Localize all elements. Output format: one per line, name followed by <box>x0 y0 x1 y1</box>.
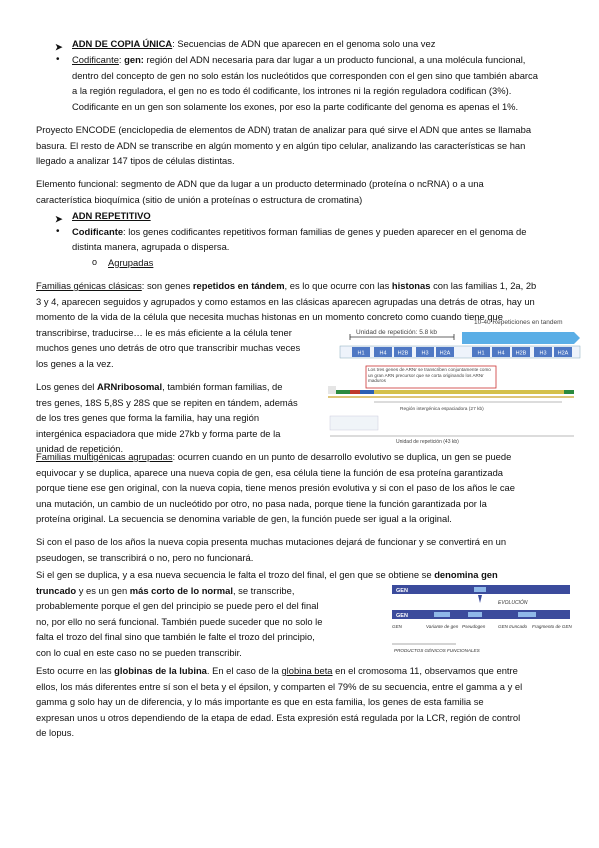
paragraph-line: dentro del concepto de gen no solo están los nucleótidos que corresponden con el gen sino que también abarca <box>72 69 538 81</box>
section-heading-copia-unica: ADN DE COPIA ÚNICA: Secuencias de ADN que aparecen en el genoma solo una vez <box>72 38 436 49</box>
paragraph-line: con lo cual en este caso no se pueden transcribir. <box>36 646 242 658</box>
gene-evolution-figure <box>378 582 584 666</box>
arrow-bullet-icon: ➤ <box>55 42 63 52</box>
histone-gene-label: H2A <box>557 350 569 357</box>
paragraph-line: Si con el paso de los años la nueva copia presenta muchas mutaciones dejará de funcionar y se convertirá en un <box>36 536 507 547</box>
subheading-agrupadas: Agrupadas <box>108 256 154 268</box>
bullet-icon: • <box>56 225 60 237</box>
gen-label: GEN <box>396 588 408 594</box>
pseudogen-label: Pseudogen <box>462 624 486 629</box>
paragraph-line: de lopus. <box>36 727 75 738</box>
repeat-arrow <box>462 332 580 344</box>
histone-gene-label: H1 <box>357 350 365 357</box>
paragraph-line: proteína original. La secuencia se denomina variable de gen, la función puede ser igual a la original. <box>36 513 452 524</box>
paragraph-line: distinta manera, agrupada o dispersa. <box>72 241 230 252</box>
paragraph-line: tres genes, 18S 5,8S y 28S que se repiten en tándem, además <box>36 396 298 408</box>
spacer-label: Región intergénica espaciadora (27 kb) <box>400 407 484 412</box>
paragraph-line: expresan unos u otros dependiendo de la etapa de edad. Esta expresión está regulada por la LCR, región de control <box>36 711 521 723</box>
paragraph-line: Elemento funcional: segmento de ADN que da lugar a un producto determinado (proteína o ncRNA) o a una <box>36 178 484 189</box>
histone-gene-label: H3 <box>539 350 547 357</box>
gen-label: GEN <box>396 613 408 619</box>
paragraph-line: una mutación, un cambio de un nucleótido por otro, no pasa nada, porque tiene la función garantizada por la <box>36 497 487 509</box>
paragraph-line: no, por ello no será funcional. También puede suceder que no solo le <box>36 615 323 627</box>
paragraph-line: a la región reguladora, el gen no es todo él codificante, los intrones ni la región reguladora codifican (3%). <box>72 85 512 96</box>
footer-label: PRODUCTOS GÉNICOS FUNCIONALES <box>394 648 480 653</box>
paragraph-line: truncado y es un gen más corto de lo normal, se transcribe, <box>36 584 295 596</box>
histone-gene-label: H2B <box>397 350 409 357</box>
paragraph-line: Proyecto ENCODE (enciclopedia de elementos de ADN) tratan de analizar para qué sirve el ADN que antes se llamaba <box>36 124 532 135</box>
evolution-label: EVOLUCIÓN <box>498 600 528 606</box>
paragraph-line: falta el trozo del final sino que también le falte el trozo del principio, <box>36 631 315 642</box>
paragraph-line: unidad de repetición. <box>36 443 124 454</box>
paragraph-line: pseudogen, se transcribirá o no, pero no funcionará. <box>36 551 254 563</box>
paragraph-line: porque tiene ese gen original, con la nueva copia, tiene menos presión evolutiva y si con el paso de los años le cae <box>36 482 515 493</box>
histone-gene-label: H3 <box>421 350 429 357</box>
truncado-label: GEN truncado <box>498 624 528 629</box>
paragraph-line: momento de la vida de la célula que necesita muchas histonas en un momento concreto como cuando tiene que <box>36 311 503 322</box>
paragraph-line: intergénica espaciadora que mide 27kb y forma parte de la <box>36 427 281 439</box>
histone-gene-label: H1 <box>477 350 485 357</box>
gen-sublabel: GEN <box>392 624 402 629</box>
arrow-bullet-icon: ➤ <box>55 214 63 224</box>
fragmento-label: Fragmento de GEN <box>532 624 572 629</box>
paragraph-line: Codificante en un gen son solamente los exones, por eso la parte codificante del genoma es apenas el 1%. <box>72 100 519 112</box>
paragraph-line: llegado a analizar 147 tipos de células distintas. <box>36 155 235 166</box>
paragraph-line: los genes a la vez. <box>36 357 114 369</box>
histone-gene-label: H2B <box>515 350 527 357</box>
paragraph-line: equivocar y se duplica, aparece una nueva copia de gen, esa célula tiene la función de esa proteína garantizada <box>36 466 503 478</box>
histone-gene-label: H2A <box>439 350 451 357</box>
section-heading-adn-repetitivo: ADN REPETITIVO <box>72 210 151 221</box>
paragraph-line: de los tres genes que forma la familia, hay una región <box>36 412 260 423</box>
paragraph-line: Esto ocurre en las globinas de la lubina. En el caso de la globina beta en el cromosoma 11, observamos que entre <box>36 665 518 676</box>
paragraph-line: basura. El resto de ADN se transcribe en algún momento y en algún tipo celular, analizando las características se han <box>36 139 526 151</box>
unit-label: Unidad de repetición (43 kb) <box>396 439 459 444</box>
paragraph-line: Codificante: los genes codificantes repetitivos forman familias de genes y pueden aparecer en el genoma de <box>72 225 527 237</box>
paragraph-line: muchos genes uno detrás de otro que transcribir muchas veces <box>36 342 301 353</box>
paragraph-line: 3 y 4, aparecen seguidos y agrupados y como estamos en las clásicas aparecen agrupadas una detrás de otras, hay un <box>36 295 535 307</box>
circle-bullet-icon: o <box>92 256 98 267</box>
paragraph-line: Si el gen se duplica, y a esa nueva secuencia le falta el trozo del final, el gen que se obtiene se denomina gen <box>36 569 498 580</box>
bullet-icon: • <box>56 54 60 65</box>
repeat-label: 10-40 Repeticiones en tandem <box>474 319 563 326</box>
rrna-repeat-figure <box>322 364 580 444</box>
histone-gene-label: H4 <box>497 350 505 357</box>
paragraph-line: ellos, los más diferentes entre sí son el beta y el épsilon, y comparten el 79% de su secuencia, entre el gamma a y el <box>36 680 523 692</box>
unit-label: Unidad de repetición: 5.8 kb <box>356 329 437 336</box>
paragraph-line: Codificante: gen: región del ADN necesaria para dar lugar a un producto funcional, a una molécula funcional, <box>72 54 526 65</box>
paragraph-line: transcribirse, traducirse… le es más eficiente a la célula tener <box>36 326 292 338</box>
paragraph-line: probablemente porque el gen del principio se puede pero el del final <box>36 600 319 611</box>
paragraph-line: característica bioquímica (sitio de unión a proteínas o estructura de cromatina) <box>36 193 363 205</box>
variante-label: Variante de gen <box>426 624 459 629</box>
paragraph-line: Familias génicas clásicas: son genes repetidos en tándem, es lo que ocurre con las histonas con las familias 1, 2a, 2b <box>36 280 537 291</box>
paragraph-line: Los genes del ARNribosomal, también forman familias, de <box>36 381 283 392</box>
paragraph-line: gamma g solo hay un de diferencia, y lo más importante es que en esta familia, los genes de esta familia se <box>36 696 484 707</box>
histone-gene-label: H4 <box>379 350 387 357</box>
paragraph-line: Familias multigénicas agrupadas: ocurren cuando en un punto de desarrollo evolutivo se duplica, un gen se puede <box>36 451 512 462</box>
caption-text: Los tres genes de ARNr se transcriben conjuntamente como un gran ARN precursor que se corta originando los ARNr maduros <box>368 367 491 383</box>
